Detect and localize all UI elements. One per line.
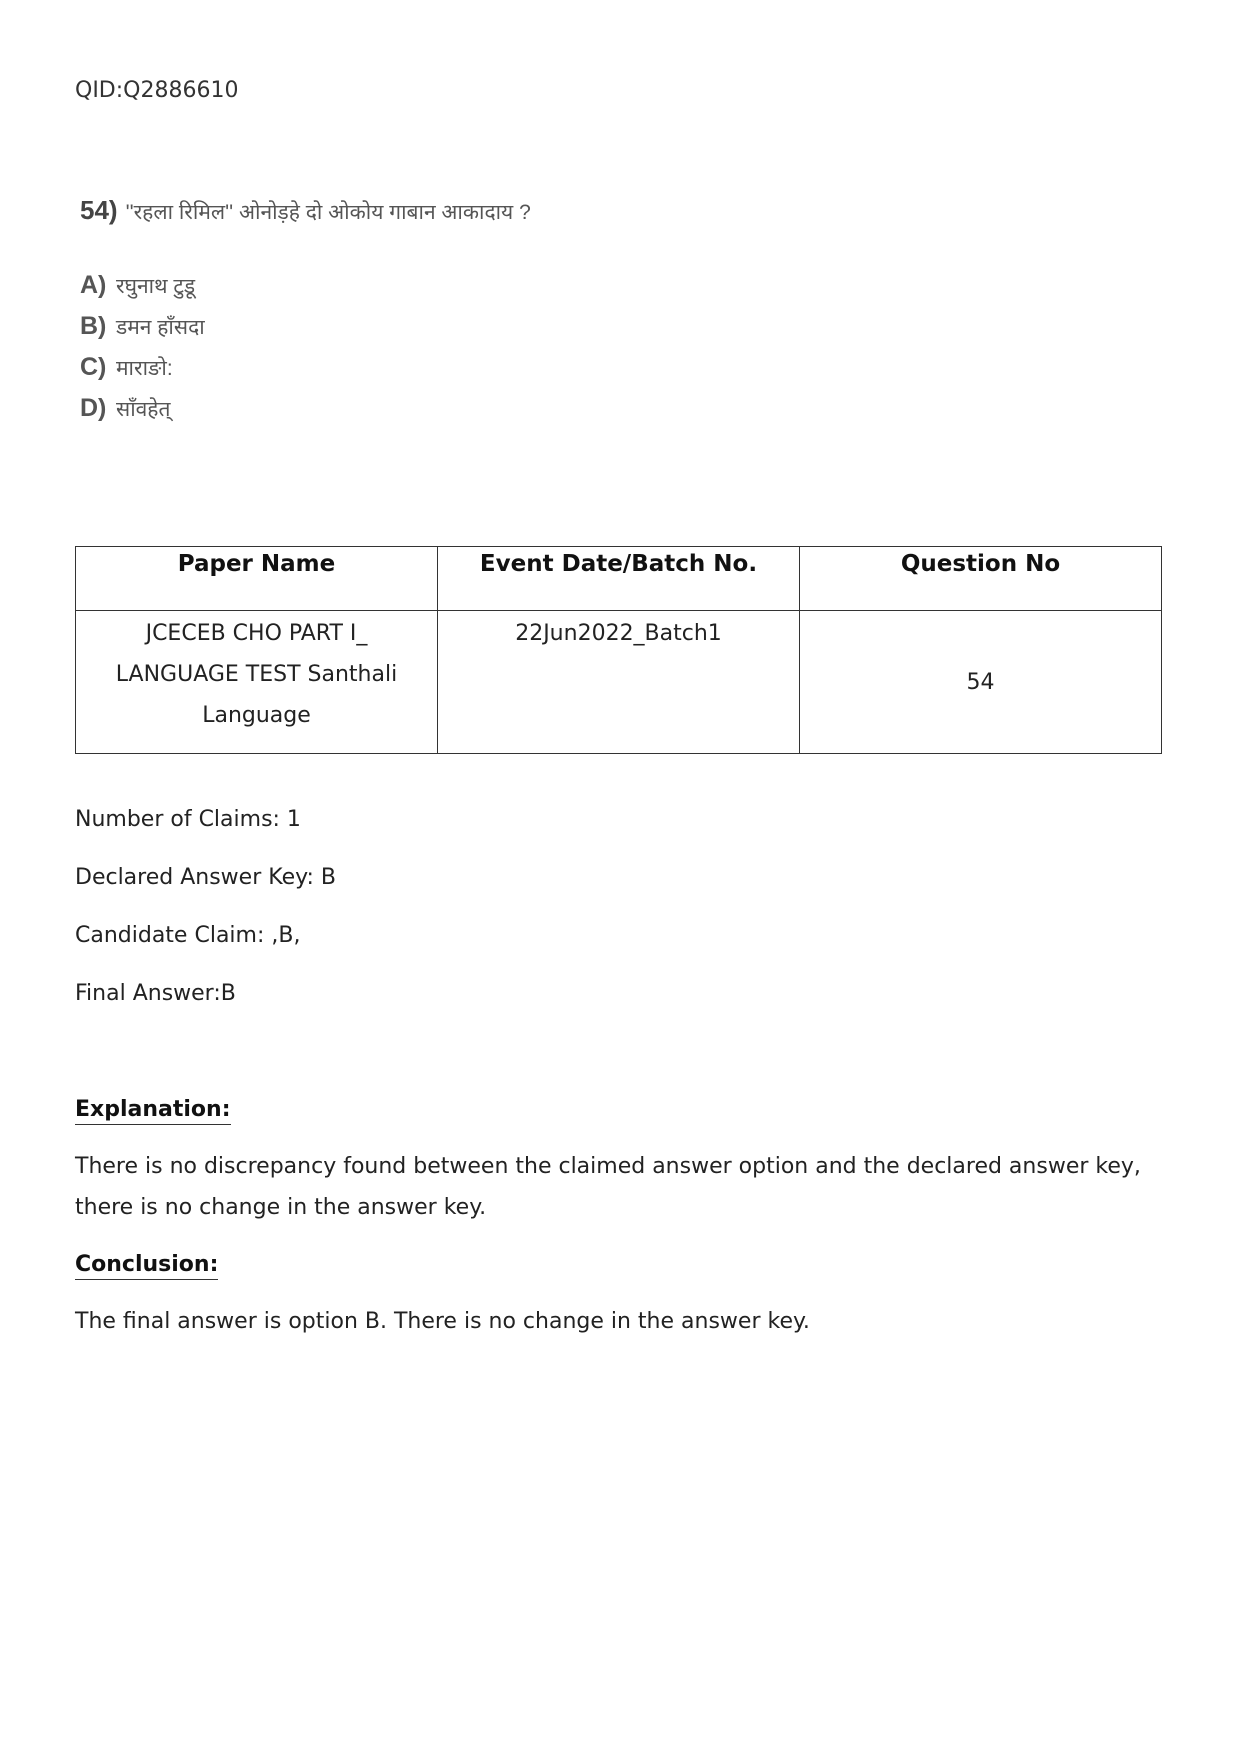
option-letter: C) (80, 353, 107, 381)
conclusion-text: The final answer is option B. There is no change in the answer key. (75, 1309, 810, 1334)
header-question-no: Question No (800, 547, 1162, 611)
cell-paper-name: JCECEB CHO PART I_ LANGUAGE TEST Santhali Language (76, 611, 438, 754)
candidate-claim: Candidate Claim: ,B, (75, 923, 301, 948)
claims-summary (75, 805, 336, 1037)
option-a (80, 271, 531, 312)
explanation-text: There is no discrepancy found between the claimed answer option and the declared answer key, there is no change in the answer key. (75, 1154, 1141, 1220)
table-header-row (76, 547, 1162, 611)
option-text: साँवहेत् (116, 398, 171, 421)
option-c (80, 353, 531, 394)
explanation-heading: Explanation: (75, 1096, 231, 1125)
question-number: 54) (80, 195, 118, 225)
conclusion-heading: Conclusion: (75, 1251, 218, 1280)
question-block (80, 195, 531, 435)
cell-event-date: 22Jun2022_Batch1 (438, 611, 800, 754)
option-d (80, 394, 531, 435)
declared-answer-key: Declared Answer Key: B (75, 865, 337, 890)
number-of-claims: Number of Claims: 1 (75, 807, 301, 832)
final-answer: Final Answer:B (75, 981, 236, 1006)
header-event-date: Event Date/Batch No. (438, 547, 800, 611)
option-text: रघुनाथ टुडू (116, 275, 196, 298)
option-letter: D) (80, 394, 107, 422)
cell-question-no: 54 (800, 611, 1162, 754)
question-info-table (75, 546, 1162, 754)
question-line (80, 195, 531, 226)
option-letter: B) (80, 312, 107, 340)
option-b (80, 312, 531, 353)
option-text: माराङो: (116, 357, 173, 380)
option-letter: A) (80, 271, 107, 299)
question-text: ''रहला रिमिल'' ओनोड़हे दो ओकोय गाबान आकादाय ? (125, 201, 531, 224)
table-row (76, 611, 1162, 754)
option-text: डमन हाँसदा (116, 316, 205, 339)
question-id: QID:Q2886610 (75, 78, 239, 103)
header-paper-name: Paper Name (76, 547, 438, 611)
